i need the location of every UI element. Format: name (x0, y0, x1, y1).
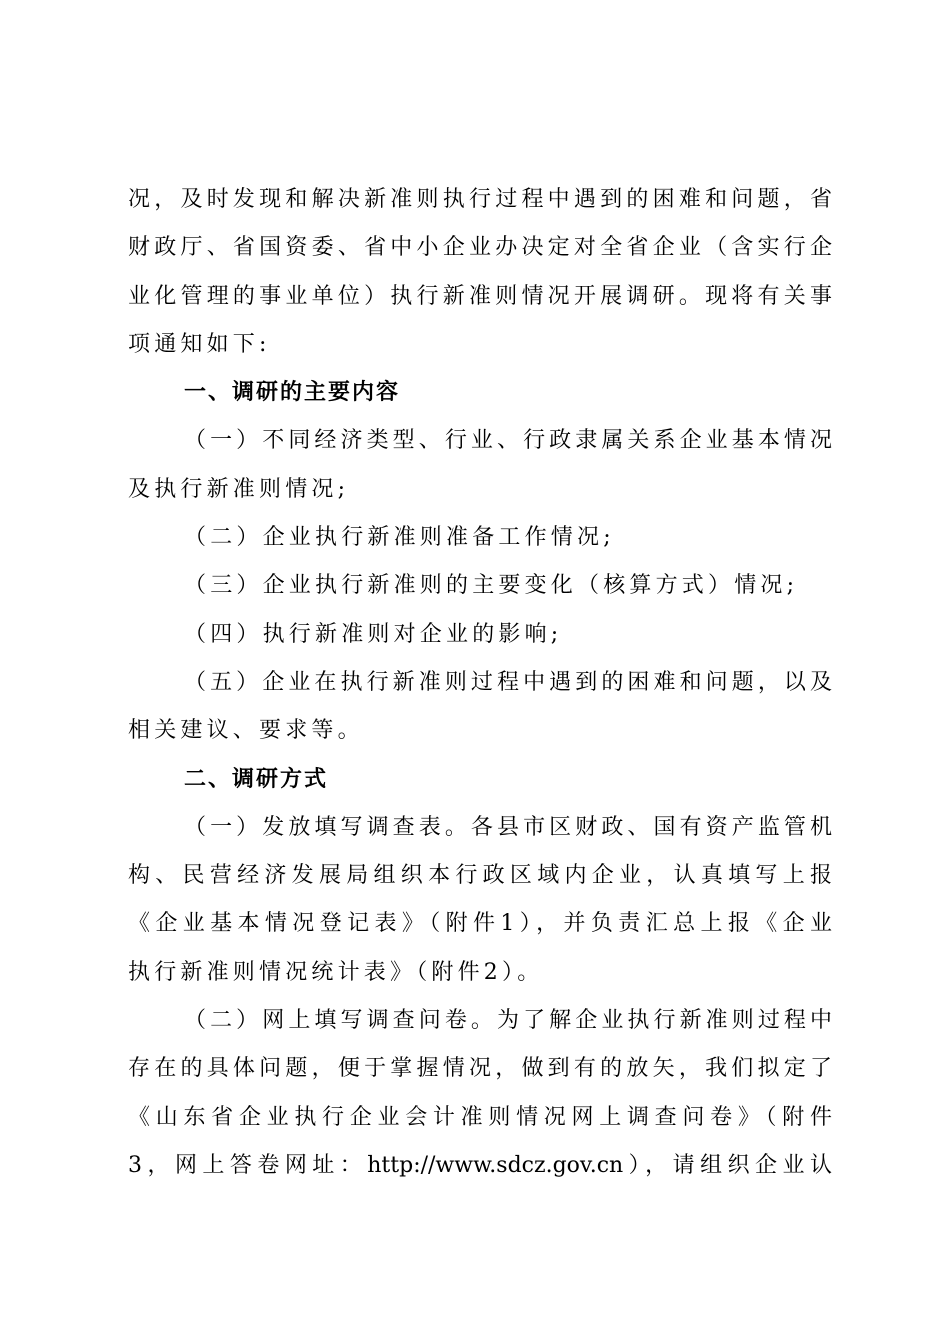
body-line: 《企业基本情况登记表》（附件1），并负责汇总上报《企业 (128, 911, 832, 937)
body-line: 《山东省企业执行企业会计准则情况网上调查问卷》（附件 (128, 1104, 832, 1130)
body-line: 相关建议、要求等。 (128, 718, 364, 744)
body-line: 3，网上答卷网址：http://www.sdcz.gov.cn），请组织企业认 (128, 1152, 832, 1178)
body-line: 业化管理的事业单位）执行新准则情况开展调研。现将有关事 (128, 283, 832, 309)
section-heading-1: 一、调研的主要内容 (184, 380, 401, 406)
body-line: 况，及时发现和解决新准则执行过程中遇到的困难和问题，省 (128, 187, 832, 212)
document-body (128, 176, 832, 1190)
body-line: （二）网上填写调查问卷。为了解企业执行新准则过程中 (184, 1008, 832, 1034)
body-line: 财政厅、省国资委、省中小企业办决定对全省企业（含实行企 (128, 235, 832, 261)
body-line: （一）发放填写调查表。各县市区财政、国有资产监管机 (184, 814, 832, 840)
section-heading-2: 二、调研方式 (184, 766, 329, 792)
body-line: （五）企业在执行新准则过程中遇到的困难和问题，以及 (184, 669, 832, 695)
body-line: （一）不同经济类型、行业、行政隶属关系企业基本情况 (184, 428, 832, 454)
body-line: 执行新准则情况统计表》（附件2）。 (128, 959, 544, 985)
body-line: 构、民营经济发展局组织本行政区域内企业，认真填写上报 (128, 863, 832, 889)
body-line: 及执行新准则情况; (128, 476, 350, 502)
body-line: （四）执行新准则对企业的影响; (184, 621, 563, 647)
body-line: 存在的具体问题，便于掌握情况，做到有的放矢，我们拟定了 (128, 1056, 832, 1082)
body-line: （二）企业执行新准则准备工作情况; (184, 525, 615, 551)
body-line: 项通知如下: (128, 331, 271, 357)
body-line: （三）企业执行新准则的主要变化（核算方式）情况; (184, 573, 799, 599)
